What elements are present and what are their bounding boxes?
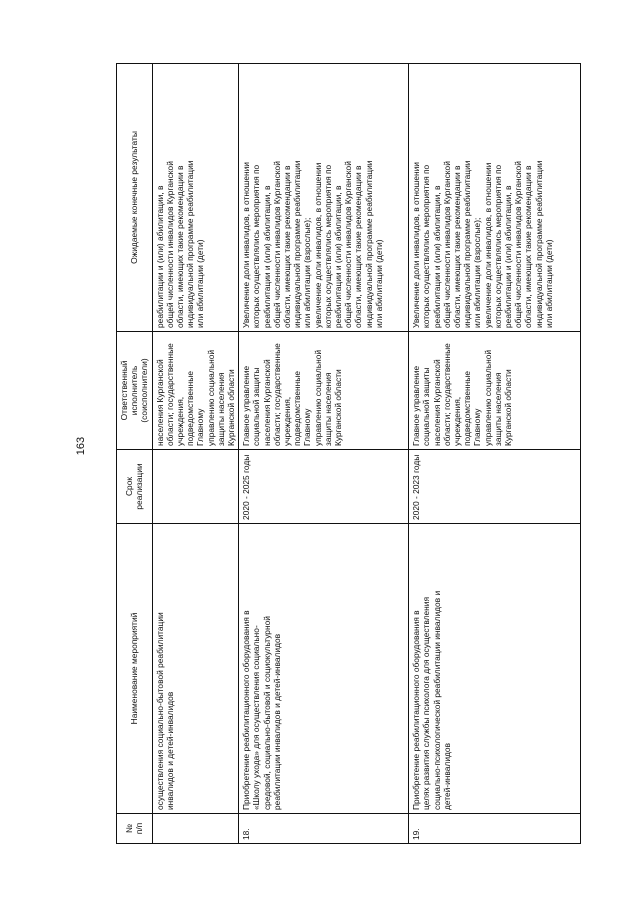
table-header-row — [117, 64, 153, 844]
row-name: Приобретение реабилитационного оборудования в целях развития службы психолога для осуществления социально-психологической реабилитации инвалидов и детей-инвалидов — [409, 524, 581, 814]
row-executor: населения Курганской области; государственные учреждения, подведомственные Главному управлению социальной защиты населения Курганской области — [152, 332, 239, 450]
measures-table — [116, 63, 581, 844]
row-term — [152, 450, 239, 524]
row-term: 2020 - 2023 годы — [409, 450, 581, 524]
row-name: осуществления социально-бытовой реабилитации инвалидов и детей-инвалидов — [152, 524, 239, 814]
row-results: Увеличение доли инвалидов, в отношении которых осуществлялись мероприятия по реабилитации и (или) абилитации, в общей численности инвалидов Курганской области, имеющих такие рекомендации в индивидуальной программе реабилитации или абилитации (взрослые); увеличение доли инвалидов, в отношении которых осуществлялись мероприятия по реабилитации и (или) абилитации, в общей численности инвалидов Курганской области, имеющих такие рекомендации в индивидуальной программе реабилитации или абилитации (дети) — [409, 64, 581, 332]
row-num — [152, 814, 239, 844]
header-term: Срок реализации — [117, 450, 153, 524]
header-name: Наименование мероприятий — [117, 524, 153, 814]
page-number: 163 — [75, 436, 87, 456]
table-row — [239, 64, 409, 844]
header-num: № п/п — [117, 814, 153, 844]
table-row — [152, 64, 239, 844]
header-executor: Ответственный исполнитель (соисполнители) — [117, 332, 153, 450]
rotated-table-container — [116, 64, 564, 844]
row-num: 19. — [409, 814, 581, 844]
row-num: 18. — [239, 814, 409, 844]
table-row — [409, 64, 581, 844]
row-executor: Главное управление социальной защиты населения Курганской области; государственные учреждения, подведомственные Главному управлению социальной защиты населения Курганской области — [409, 332, 581, 450]
row-name: Приобретение реабилитационного оборудования в «Школу ухода» для осуществления социально- средовой, социально-бытовой и социокультурной реабилитации инвалидов и детей-инвалидов — [239, 524, 409, 814]
row-results: реабилитации и (или) абилитации, в общей численности инвалидов Курганской области, имеющих такие рекомендации в индивидуальной программе реабилитации или абилитации (дети) — [152, 64, 239, 332]
row-results: Увеличение доли инвалидов, в отношении которых осуществлялись мероприятия по реабилитации и (или) абилитации, в общей численности инвалидов Курганской области, имеющих такие рекомендации в индивидуальной программе реабилитации или абилитации (взрослые); увеличение доли инвалидов, в отношении которых осуществлялись мероприятия по реабилитации и (или) абилитации, в общей численности инвалидов Курганской области, имеющих такие рекомендации в индивидуальной программе реабилитации или абилитации (дети) — [239, 64, 409, 332]
row-term: 2020 - 2025 годы — [239, 450, 409, 524]
row-executor: Главное управление социальной защиты населения Курганской области; государственные учреждения, подведомственные Главному управлению социальной защиты населения Курганской области — [239, 332, 409, 450]
header-results: Ожидаемые конечные результаты — [117, 64, 153, 332]
